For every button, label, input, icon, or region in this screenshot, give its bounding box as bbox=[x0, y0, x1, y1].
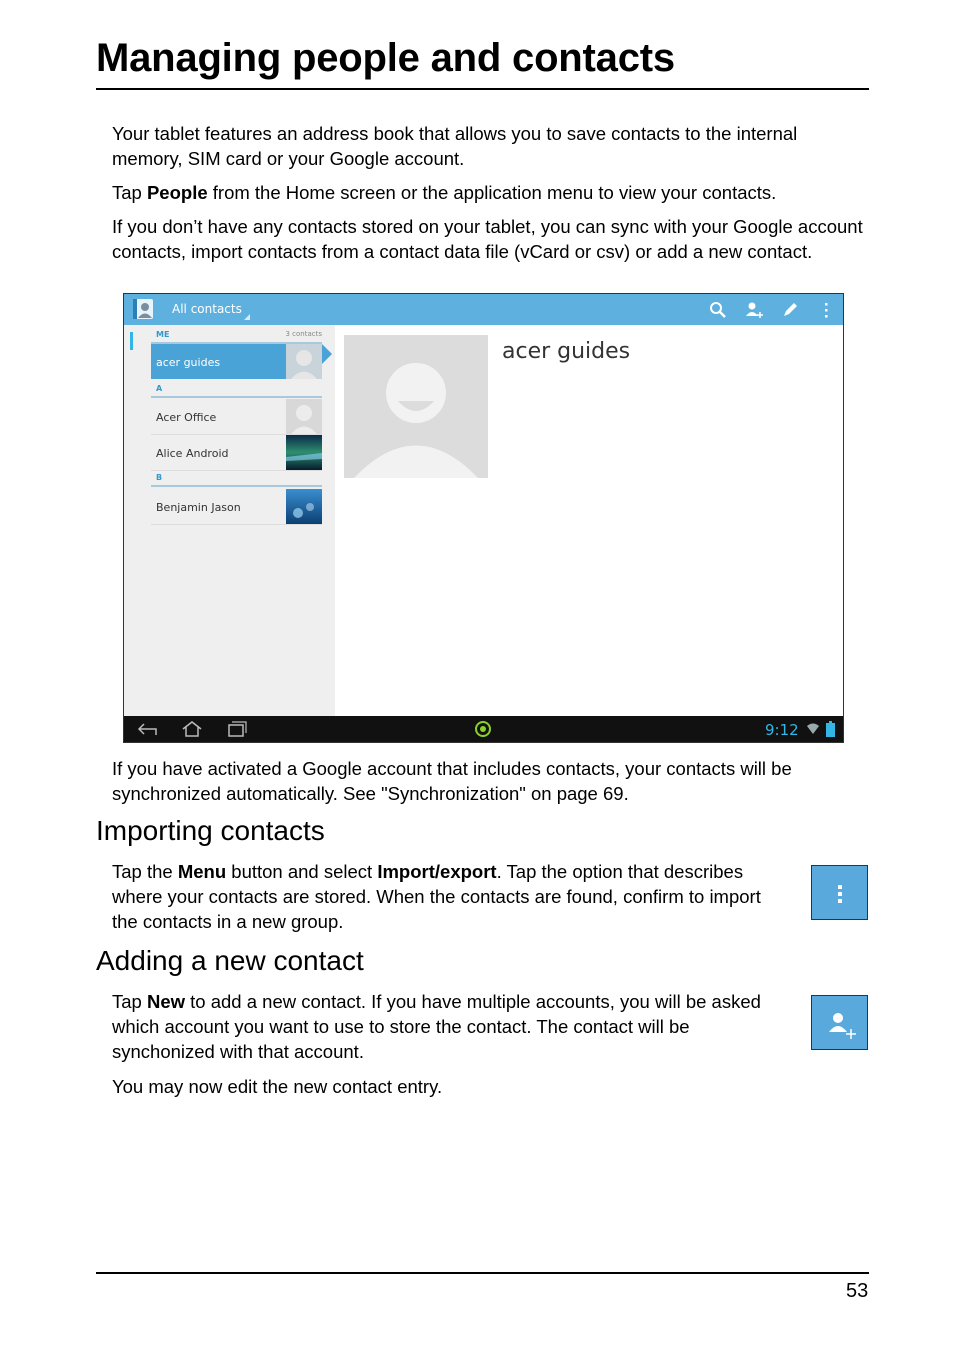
page-number: 53 bbox=[846, 1280, 869, 1302]
battery-icon bbox=[826, 721, 835, 737]
menu-overflow-icon bbox=[830, 880, 850, 906]
wifi-icon bbox=[806, 723, 820, 735]
add-contact-icon[interactable] bbox=[744, 300, 764, 320]
spinner-indicator bbox=[244, 314, 250, 320]
section-header-b: B bbox=[151, 471, 322, 487]
list-item[interactable]: Alice Android bbox=[151, 435, 322, 471]
importing-paragraph: Tap the Menu button and select Import/export. Tap the option that describes where your contacts are stored. When the contacts are found, confirm to import the contacts in a new group. bbox=[112, 861, 761, 932]
selection-pointer bbox=[322, 344, 332, 364]
contact-photo bbox=[344, 335, 488, 478]
all-contacts-spinner[interactable]: All contacts bbox=[172, 302, 242, 316]
avatar bbox=[286, 435, 322, 470]
adding-paragraph-2: You may now edit the new contact entry. bbox=[112, 1076, 443, 1097]
adding-heading: Adding a new contact bbox=[96, 945, 364, 976]
contact-list-pane bbox=[124, 325, 335, 716]
section-header-me: ME 3 contacts bbox=[151, 328, 322, 344]
people-app-screenshot bbox=[123, 293, 844, 743]
sync-paragraph: If you have activated a Google account that includes contacts, your contacts will be synchronized automatically. See "Synchronization" on page 69. bbox=[112, 758, 792, 804]
list-item[interactable]: Acer Office bbox=[151, 399, 322, 435]
intro-paragraph-2: Tap People from the Home screen or the application menu to view your contacts. bbox=[112, 182, 777, 203]
people-keyword: People bbox=[146, 182, 208, 203]
title-rule bbox=[96, 88, 869, 90]
recent-apps-icon[interactable] bbox=[226, 720, 248, 738]
search-icon[interactable] bbox=[708, 300, 728, 320]
page-title: Managing people and contacts bbox=[96, 36, 675, 80]
clock: 9:12 bbox=[765, 721, 799, 739]
edit-icon[interactable] bbox=[780, 300, 800, 320]
system-nav-bar bbox=[124, 716, 843, 742]
home-icon[interactable] bbox=[180, 720, 204, 738]
people-app-icon bbox=[132, 298, 154, 320]
add-contact-icon bbox=[826, 1008, 858, 1040]
list-item[interactable]: Benjamin Jason bbox=[151, 489, 322, 525]
contact-count: 3 contacts bbox=[285, 330, 322, 338]
adding-paragraph: Tap New to add a new contact. If you have multiple accounts, you will be asked which account you want to use to store the contact. The contact will be synchonized with that account. bbox=[112, 991, 761, 1062]
scrollbar[interactable] bbox=[130, 332, 133, 350]
action-bar bbox=[124, 294, 843, 325]
section-header-a: A bbox=[151, 382, 322, 398]
notification-indicator-icon[interactable] bbox=[474, 720, 492, 738]
avatar bbox=[286, 344, 322, 379]
importing-heading: Importing contacts bbox=[96, 815, 325, 846]
list-item-selected[interactable]: acer guides bbox=[151, 344, 322, 379]
back-icon[interactable] bbox=[136, 721, 160, 737]
menu-overflow-icon[interactable] bbox=[816, 300, 836, 320]
new-contact-button-illustration bbox=[811, 995, 868, 1050]
intro-paragraph-1: Your tablet features an address book that allows you to save contacts to the internal memory, SIM card or your Google account. bbox=[112, 123, 798, 169]
footer-rule bbox=[96, 1272, 869, 1274]
contact-detail-pane bbox=[335, 325, 843, 716]
contact-name: acer guides bbox=[502, 339, 631, 364]
menu-button-illustration bbox=[811, 865, 868, 920]
avatar bbox=[286, 489, 322, 524]
intro-paragraph-3: If you don’t have any contacts stored on your tablet, you can sync with your Google account contacts, import contacts from a contact data file (vCard or csv) or add a new contact. bbox=[112, 216, 863, 262]
avatar bbox=[286, 399, 322, 434]
